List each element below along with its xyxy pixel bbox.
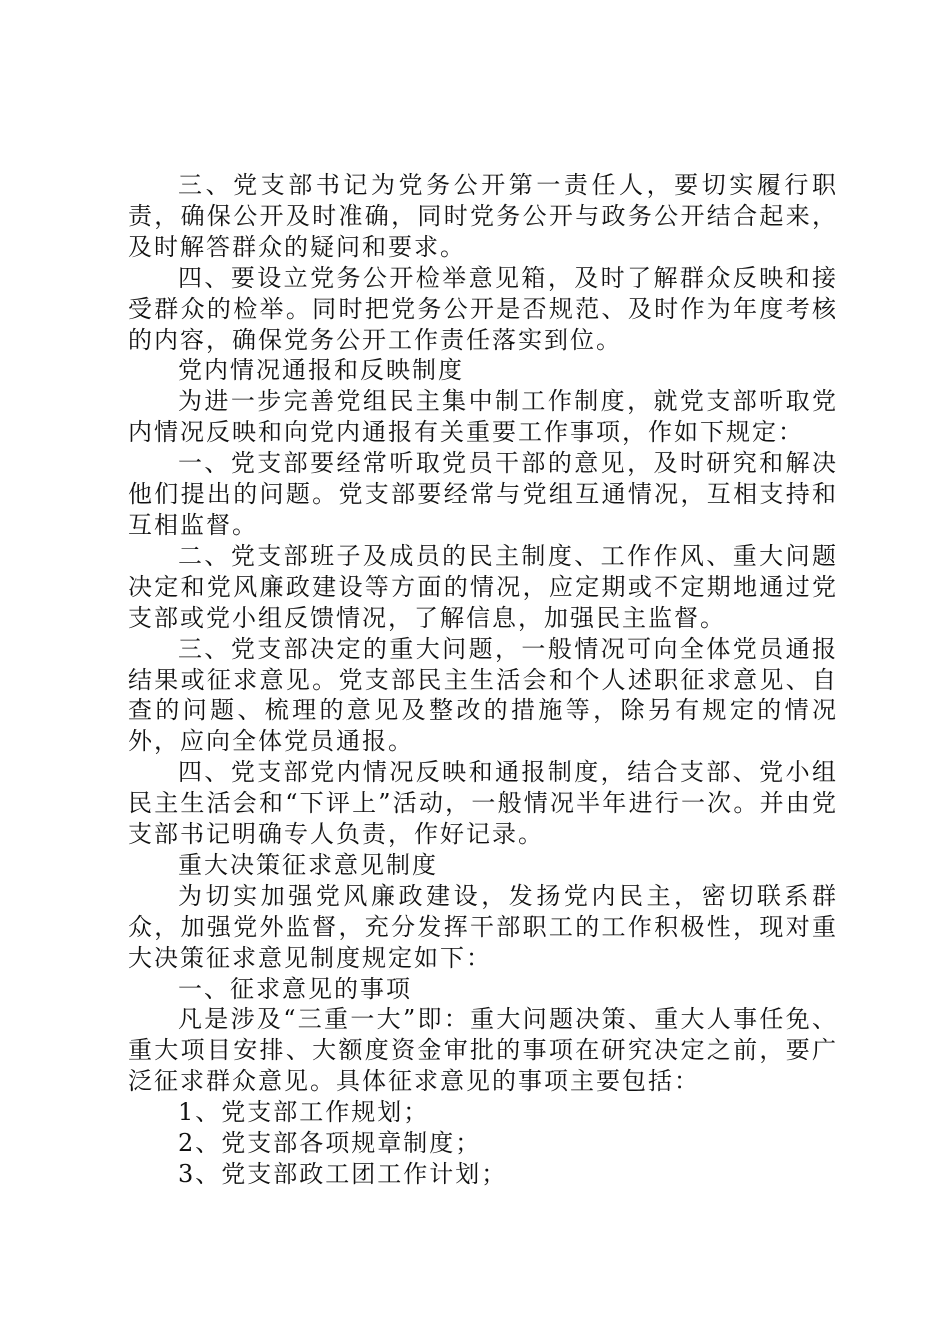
subsection-heading: 一、征求意见的事项 [178, 974, 412, 1003]
paragraph: 三、党支部书记为党务公开第一责任人，要切实履行职责，确保公开及时准确，同时党务公开与政务公开结合起来，及时解答群众的疑问和要求。 [128, 171, 838, 261]
paragraph: 四、要设立党务公开检举意见箱，及时了解群众反映和接受群众的检举。同时把党务公开是否规范、及时作为年度考核的内容，确保党务公开工作责任落实到位。 [128, 263, 838, 354]
section-heading: 重大决策征求意见制度 [178, 850, 438, 879]
paragraph: 为切实加强党风廉政建设，发扬党内民主，密切联系群众，加强党外监督，充分发挥干部职工的工作积极性，现对重大决策征求意见制度规定如下： [128, 881, 838, 972]
paragraph: 四、党支部党内情况反映和通报制度，结合支部、党小组民主生活会和“下评上”活动，一般情况半年进行一次。并由党支部书记明确专人负责，作好记录。 [128, 758, 838, 849]
paragraph: 为进一步完善党组民主集中制工作制度，就党支部听取党内情况反映和向党内通报有关重要工作事项，作如下规定： [128, 387, 838, 447]
list-item: 1、党支部工作规划； [178, 1098, 430, 1127]
list-item: 2、党支部各项规章制度； [178, 1129, 482, 1158]
section-heading: 党内情况通报和反映制度 [178, 356, 464, 385]
paragraph: 二、党支部班子及成员的民主制度、工作作风、重大问题决定和党风廉政建设等方面的情况，应定期或不定期地通过党支部或党小组反馈情况，了解信息，加强民主监督。 [128, 541, 838, 632]
paragraph: 三、党支部决定的重大问题，一般情况可向全体党员通报结果或征求意见。党支部民主生活会和个人述职征求意见、自查的问题、梳理的意见及整改的措施等，除另有规定的情况外，应向全体党员通报。 [128, 634, 838, 756]
paragraph: 一、党支部要经常听取党员干部的意见，及时研究和解决他们提出的问题。党支部要经常与党组互通情况，互相支持和互相监督。 [128, 449, 838, 539]
list-item: 3、党支部政工团工作计划； [178, 1160, 508, 1188]
paragraph: 凡是涉及“三重一大”即：重大问题决策、重大人事任免、重大项目安排、大额度资金审批的事项在研究决定之前，要广泛征求群众意见。具体征求意见的事项主要包括： [128, 1005, 838, 1096]
document-body [128, 170, 838, 1190]
